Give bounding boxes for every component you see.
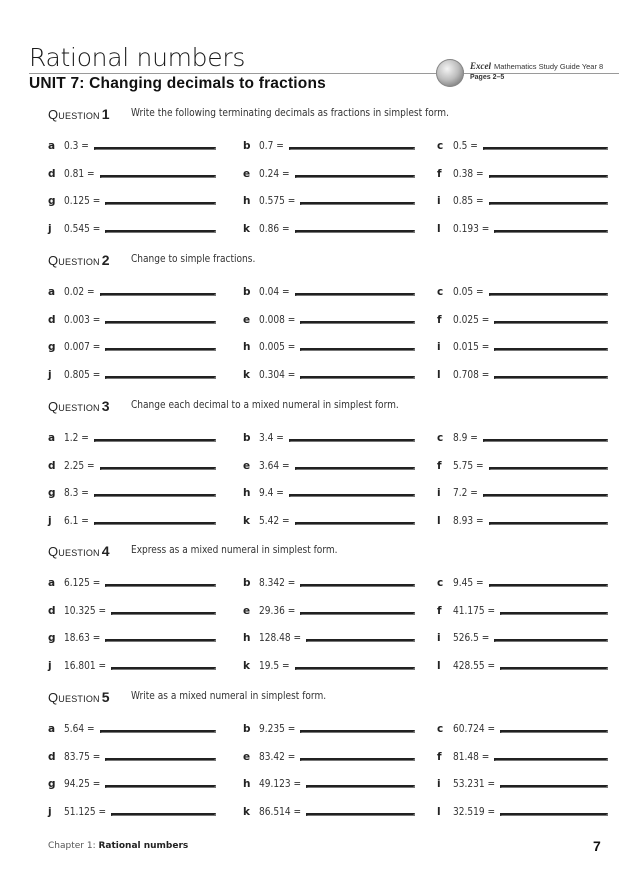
item-label: d	[48, 459, 56, 472]
exercise-item	[48, 511, 212, 527]
item-expression: 0.02 =	[64, 286, 95, 298]
item-expression: 41.175 =	[453, 604, 496, 617]
item-label: e	[243, 604, 251, 617]
answer-field[interactable]	[111, 667, 216, 670]
answer-field[interactable]	[300, 348, 415, 351]
item-expression: 8.342 =	[259, 577, 296, 589]
answer-field[interactable]	[105, 639, 216, 642]
exercise-item	[437, 136, 604, 152]
answer-field[interactable]	[489, 202, 608, 205]
exercise-item	[437, 191, 604, 207]
exercise-item	[48, 656, 212, 672]
answer-field[interactable]	[489, 522, 608, 525]
item-label: l	[437, 806, 441, 819]
item-expression: 5.42 =	[259, 515, 290, 528]
question-heading	[48, 543, 338, 561]
item-expression: 3.64 =	[259, 459, 290, 472]
series-brand: Excel	[470, 61, 491, 71]
disc-logo-icon	[436, 59, 464, 87]
item-label: h	[243, 487, 251, 500]
question-instruction: Write as a mixed numeral in simplest form.	[131, 690, 327, 702]
item-label: e	[243, 459, 251, 472]
exercise-item	[437, 628, 604, 644]
answer-field[interactable]	[300, 730, 415, 733]
answer-field[interactable]	[494, 758, 608, 761]
item-expression: 51.125 =	[64, 806, 107, 819]
exercise-item	[437, 719, 604, 735]
item-label: i	[437, 487, 441, 500]
answer-field[interactable]	[111, 612, 216, 615]
item-expression: 16.801 =	[64, 660, 107, 673]
exercise-item	[48, 747, 212, 763]
answer-field[interactable]	[300, 584, 415, 587]
item-label: j	[48, 223, 52, 236]
exercise-item	[243, 282, 411, 298]
item-expression: 0.015 =	[453, 341, 490, 354]
item-expression: 7.2 =	[453, 487, 478, 500]
item-label: d	[48, 604, 56, 617]
question-number: 4	[101, 543, 110, 559]
chapter-title: Rational numbers	[29, 43, 246, 72]
answer-field[interactable]	[105, 758, 216, 761]
question-heading	[48, 252, 256, 270]
answer-field[interactable]	[94, 494, 216, 497]
item-expression: 6.1 =	[64, 515, 89, 528]
item-expression: 19.5 =	[259, 660, 290, 673]
item-label: e	[243, 313, 251, 326]
item-expression: 0.86 =	[259, 223, 290, 236]
answer-field[interactable]	[111, 813, 216, 816]
exercise-item	[437, 164, 604, 180]
answer-field[interactable]	[289, 494, 415, 497]
question-word: Question	[48, 544, 100, 559]
answer-field[interactable]	[105, 584, 216, 587]
question-heading	[48, 106, 449, 124]
answer-field[interactable]	[494, 376, 608, 379]
answer-field[interactable]	[105, 202, 216, 205]
answer-field[interactable]	[500, 813, 608, 816]
item-label: b	[243, 432, 251, 444]
item-expression: 9.4 =	[259, 487, 284, 500]
item-expression: 2.25 =	[64, 459, 95, 472]
exercise-item	[48, 573, 212, 589]
footer-chapter-name: Rational numbers	[98, 841, 189, 851]
answer-field[interactable]	[100, 293, 216, 296]
question-number: 5	[101, 689, 110, 705]
item-expression: 1.2 =	[64, 432, 89, 444]
answer-field[interactable]	[489, 467, 608, 470]
exercise-item	[437, 219, 604, 235]
exercise-item	[243, 802, 411, 818]
exercise-item	[437, 310, 604, 326]
question-word: Question	[48, 107, 100, 122]
exercise-item	[437, 282, 604, 298]
item-label: c	[437, 432, 444, 444]
item-expression: 0.38 =	[453, 167, 484, 180]
item-label: a	[48, 432, 56, 444]
exercise-item	[48, 365, 212, 381]
item-expression: 8.9 =	[453, 432, 478, 444]
item-label: h	[243, 778, 251, 791]
item-expression: 83.42 =	[259, 750, 296, 763]
exercise-item	[243, 601, 411, 617]
exercise-item	[48, 191, 212, 207]
item-label: d	[48, 750, 56, 763]
item-expression: 0.008 =	[259, 313, 296, 326]
item-label: g	[48, 487, 56, 500]
title-divider	[29, 73, 619, 74]
exercise-item	[243, 483, 411, 499]
item-label: b	[243, 140, 251, 152]
item-expression: 5.64 =	[64, 723, 95, 735]
item-label: f	[437, 313, 442, 326]
item-label: f	[437, 459, 442, 472]
exercise-item	[437, 573, 604, 589]
answer-field[interactable]	[105, 376, 216, 379]
item-label: k	[243, 515, 250, 528]
item-expression: 0.005 =	[259, 341, 296, 354]
item-expression: 49.123 =	[259, 778, 302, 791]
answer-field[interactable]	[295, 175, 415, 178]
item-expression: 83.75 =	[64, 750, 101, 763]
answer-field[interactable]	[306, 813, 415, 816]
exercise-item	[437, 456, 604, 472]
exercise-item	[48, 310, 212, 326]
item-label: k	[243, 660, 250, 673]
answer-field[interactable]	[306, 785, 415, 788]
item-label: i	[437, 341, 441, 354]
item-expression: 86.514 =	[259, 806, 302, 819]
item-label: l	[437, 660, 441, 673]
answer-field[interactable]	[289, 439, 415, 442]
item-label: b	[243, 286, 251, 298]
question-word: Question	[48, 253, 100, 268]
item-label: g	[48, 195, 56, 208]
exercise-item	[243, 456, 411, 472]
item-expression: 526.5 =	[453, 632, 490, 645]
answer-field[interactable]	[105, 321, 216, 324]
item-label: b	[243, 577, 251, 589]
answer-field[interactable]	[500, 612, 608, 615]
answer-field[interactable]	[500, 785, 608, 788]
answer-field[interactable]	[295, 467, 415, 470]
item-label: l	[437, 223, 441, 236]
answer-field[interactable]	[295, 293, 415, 296]
item-expression: 81.48 =	[453, 750, 490, 763]
exercise-item	[437, 802, 604, 818]
exercise-item	[437, 428, 604, 444]
item-label: a	[48, 723, 56, 735]
item-expression: 0.05 =	[453, 286, 484, 298]
answer-field[interactable]	[300, 321, 415, 324]
item-expression: 0.025 =	[453, 313, 490, 326]
question-word: Question	[48, 399, 100, 414]
question-instruction: Write the following terminating decimals as fractions in simplest form.	[131, 107, 449, 119]
item-label: i	[437, 632, 441, 645]
item-expression: 0.3 =	[64, 140, 89, 152]
item-label: c	[437, 577, 444, 589]
exercise-item	[48, 483, 212, 499]
answer-field[interactable]	[100, 175, 216, 178]
exercise-item	[48, 164, 212, 180]
item-label: h	[243, 632, 251, 645]
item-label: c	[437, 286, 444, 298]
item-expression: 0.193 =	[453, 223, 490, 236]
item-label: g	[48, 778, 56, 791]
item-label: k	[243, 806, 250, 819]
answer-field[interactable]	[94, 439, 216, 442]
answer-field[interactable]	[489, 293, 608, 296]
question-number: 1	[101, 106, 110, 122]
exercise-item	[48, 337, 212, 353]
item-expression: 0.5 =	[453, 140, 478, 152]
item-expression: 32.519 =	[453, 806, 496, 819]
exercise-item	[243, 136, 411, 152]
exercise-item	[437, 483, 604, 499]
item-expression: 29.36 =	[259, 604, 296, 617]
answer-field[interactable]	[289, 147, 415, 150]
item-expression: 128.48 =	[259, 632, 302, 645]
item-label: k	[243, 223, 250, 236]
item-expression: 9.45 =	[453, 577, 484, 589]
item-label: l	[437, 515, 441, 528]
exercise-item	[48, 802, 212, 818]
exercise-item	[437, 511, 604, 527]
item-expression: 53.231 =	[453, 778, 496, 791]
answer-field[interactable]	[295, 230, 415, 233]
answer-field[interactable]	[105, 785, 216, 788]
exercise-item	[437, 365, 604, 381]
answer-field[interactable]	[483, 147, 608, 150]
answer-field[interactable]	[300, 376, 415, 379]
item-label: j	[48, 806, 52, 819]
exercise-item	[48, 136, 212, 152]
exercise-item	[243, 164, 411, 180]
exercise-item	[243, 365, 411, 381]
answer-field[interactable]	[295, 522, 415, 525]
item-expression: 8.3 =	[64, 487, 89, 500]
item-label: j	[48, 515, 52, 528]
footer-chapter	[48, 841, 188, 851]
exercise-item	[243, 774, 411, 790]
item-label: j	[48, 369, 52, 382]
question-instruction: Change each decimal to a mixed numeral in simplest form.	[131, 399, 399, 411]
item-expression: 0.805 =	[64, 369, 101, 382]
item-expression: 94.25 =	[64, 778, 101, 791]
item-expression: 5.75 =	[453, 459, 484, 472]
question-instruction: Express as a mixed numeral in simplest form.	[131, 544, 338, 556]
answer-field[interactable]	[494, 321, 608, 324]
series-name: Mathematics Study Guide Year 8	[494, 62, 604, 71]
exercise-item	[243, 747, 411, 763]
answer-field[interactable]	[483, 494, 608, 497]
series-title	[470, 61, 603, 71]
item-expression: 0.007 =	[64, 341, 101, 354]
page-reference: Pages 2–5	[470, 74, 505, 81]
item-label: i	[437, 778, 441, 791]
answer-field[interactable]	[500, 667, 608, 670]
item-expression: 0.003 =	[64, 313, 101, 326]
answer-field[interactable]	[494, 230, 608, 233]
item-expression: 8.93 =	[453, 515, 484, 528]
item-expression: 0.575 =	[259, 195, 296, 208]
exercise-item	[48, 428, 212, 444]
exercise-item	[243, 191, 411, 207]
exercise-item	[48, 774, 212, 790]
exercise-item	[437, 337, 604, 353]
item-label: f	[437, 604, 442, 617]
item-label: g	[48, 632, 56, 645]
answer-field[interactable]	[100, 730, 216, 733]
item-label: d	[48, 313, 56, 326]
item-expression: 0.04 =	[259, 286, 290, 298]
item-expression: 0.125 =	[64, 195, 101, 208]
item-label: e	[243, 167, 251, 180]
exercise-item	[48, 282, 212, 298]
item-expression: 18.63 =	[64, 632, 101, 645]
answer-field[interactable]	[94, 522, 216, 525]
item-label: c	[437, 723, 444, 735]
item-expression: 3.4 =	[259, 432, 284, 444]
item-expression: 6.125 =	[64, 577, 101, 589]
answer-field[interactable]	[483, 439, 608, 442]
exercise-item	[48, 219, 212, 235]
item-label: c	[437, 140, 444, 152]
item-label: j	[48, 660, 52, 673]
exercise-item	[437, 601, 604, 617]
answer-field[interactable]	[300, 758, 415, 761]
exercise-item	[243, 511, 411, 527]
answer-field[interactable]	[295, 667, 415, 670]
exercise-item	[437, 774, 604, 790]
item-expression: 9.235 =	[259, 723, 296, 735]
question-word: Question	[48, 690, 100, 705]
exercise-item	[243, 656, 411, 672]
item-label: h	[243, 195, 251, 208]
exercise-item	[48, 719, 212, 735]
item-label: b	[243, 723, 251, 735]
answer-field[interactable]	[489, 584, 608, 587]
item-expression: 0.85 =	[453, 195, 484, 208]
item-label: i	[437, 195, 441, 208]
item-label: d	[48, 167, 56, 180]
page-number: 7	[593, 838, 601, 854]
item-label: h	[243, 341, 251, 354]
item-label: a	[48, 140, 56, 152]
item-label: g	[48, 341, 56, 354]
question-heading	[48, 689, 327, 707]
exercise-item	[437, 747, 604, 763]
question-number: 3	[101, 398, 110, 414]
exercise-item	[437, 656, 604, 672]
answer-field[interactable]	[100, 467, 216, 470]
exercise-item	[243, 719, 411, 735]
item-expression: 0.708 =	[453, 369, 490, 382]
exercise-item	[243, 573, 411, 589]
question-instruction: Change to simple fractions.	[131, 253, 256, 265]
answer-field[interactable]	[105, 230, 216, 233]
exercise-item	[243, 310, 411, 326]
footer-chapter-prefix: Chapter 1:	[48, 841, 99, 851]
item-expression: 0.81 =	[64, 167, 95, 180]
answer-field[interactable]	[500, 730, 608, 733]
answer-field[interactable]	[494, 639, 608, 642]
exercise-item	[48, 628, 212, 644]
answer-field[interactable]	[105, 348, 216, 351]
answer-field[interactable]	[306, 639, 415, 642]
item-expression: 0.545 =	[64, 223, 101, 236]
answer-field[interactable]	[300, 612, 415, 615]
exercise-item	[243, 337, 411, 353]
item-label: l	[437, 369, 441, 382]
exercise-item	[243, 219, 411, 235]
exercise-item	[243, 628, 411, 644]
answer-field[interactable]	[494, 348, 608, 351]
item-expression: 428.55 =	[453, 660, 496, 673]
unit-title: UNIT 7: Changing decimals to fractions	[29, 75, 326, 92]
answer-field[interactable]	[489, 175, 608, 178]
item-expression: 0.7 =	[259, 140, 284, 152]
item-label: e	[243, 750, 251, 763]
item-expression: 0.24 =	[259, 167, 290, 180]
exercise-item	[48, 601, 212, 617]
item-label: f	[437, 167, 442, 180]
question-heading	[48, 398, 399, 416]
item-label: k	[243, 369, 250, 382]
question-number: 2	[101, 252, 110, 268]
item-expression: 60.724 =	[453, 723, 496, 735]
answer-field[interactable]	[94, 147, 216, 150]
item-expression: 10.325 =	[64, 604, 107, 617]
exercise-item	[243, 428, 411, 444]
item-label: a	[48, 286, 56, 298]
answer-field[interactable]	[300, 202, 415, 205]
exercise-item	[48, 456, 212, 472]
item-expression: 0.304 =	[259, 369, 296, 382]
item-label: f	[437, 750, 442, 763]
item-label: a	[48, 577, 56, 589]
